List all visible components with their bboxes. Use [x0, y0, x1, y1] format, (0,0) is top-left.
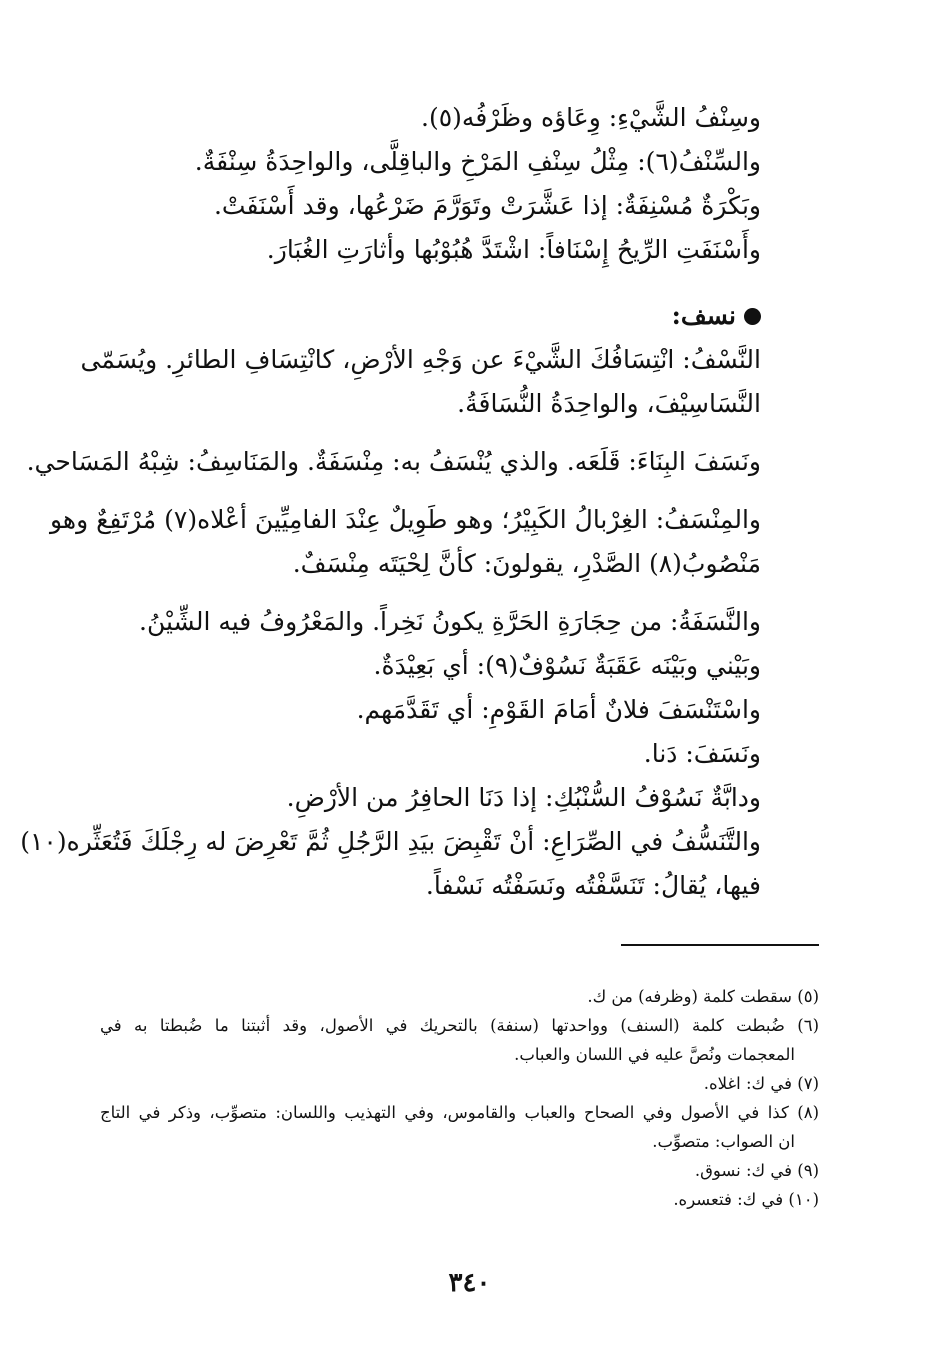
text-line: ودابَّةٌ نَسُوْفُ السُّنْبُكِ: إذا دَنَا الحافِرُ من الأرْضِ. — [286, 783, 761, 812]
page-number: ٣٤٠ — [448, 1268, 491, 1298]
footnote: (٨) كذا في الأصول وفي الصحاح والعباب والقاموس، وفي التهذيب واللسان: متصوِّب، وذكر في التاج — [100, 1103, 819, 1122]
footnote: (٦) ضُبطت كلمة (السنف) وواحدتها (سنفة) بالتحريك في الأصول، وقد أثبتنا ما ضُبطتا به في — [100, 1016, 819, 1035]
text-line: وأَسْنَفَتِ الرِّيحُ إِسْنَافاً: اشْتَدَّ هُبُوْبُها وأثارَتِ الغُبَارَ. — [266, 235, 761, 264]
footnote: (١٠) في ك: فتعسره. — [673, 1190, 819, 1209]
footnote-divider — [621, 944, 819, 946]
footnote: (٥) سقطت كلمة (وظرفه) من ك. — [587, 987, 819, 1006]
bullet-icon — [744, 308, 761, 325]
text-line: والمِنْسَفُ: الغِرْبالُ الكَبِيْرُ؛ وهو طَوِيلٌ عِنْدَ الفامِيِّينَ أعْلاه(٧) مُرْتَفِعٌ وهو — [49, 505, 761, 534]
entry-heading-text: نسف: — [671, 301, 736, 330]
text-line: النَّسْفُ: انْتِسَافُكَ الشَّيْءَ عن وَجْهِ الأرْضِ، كانْتِسَافِ الطائرِ. ويُسَمّى — [80, 345, 761, 374]
text-line: النَّسَاسِيْفَ، والواحِدَةُ النُّسَافَةُ. — [457, 389, 761, 418]
footnote-continuation: المعجمات ونُصَّ عليه في اللسان والعباب. — [514, 1045, 795, 1064]
text-line: والسِّنْفُ(٦): مِثْلُ سِنْفِ المَرْخِ والباقِلَّى، والواحِدَةُ سِنْفَةٌ. — [194, 147, 761, 176]
text-line: واسْتَنْسَفَ فلانٌ أمَامَ القَوْمِ: أي تَقَدَّمَهم. — [356, 695, 761, 724]
text-line: وبَكْرَةٌ مُسْنِفَةٌ: إذا عَشَّرَتْ وتَوَرَّمَ ضَرْعُها، وقد أَسْنَفَتْ. — [213, 191, 761, 220]
footnote: (٧) في ك: اغلاه. — [703, 1074, 819, 1093]
text-line: مَنْصُوبُ(٨) الصَّدْرِ، يقولونَ: كأنَّ لِحْيَتَه مِنْسَفٌ. — [292, 549, 761, 578]
text-line: والتَّنَسُّفُ في الصِّرَاعِ: أنْ تَقْبِضَ بيَدِ الرَّجُلِ ثُمَّ تَعْرِضَ له رِجْلَكَ فَتُعَثِّره(١٠) — [20, 827, 761, 856]
text-line: والنَّسَفَةُ: من حِجَارَةِ الحَرَّةِ يكونُ نَخِراً. والمَعْرُوفُ فيه الشِّيْنُ. — [139, 607, 761, 636]
text-line: وسِنْفُ الشَّيْءِ: وِعَاؤه وظَرْفُه(٥). — [421, 103, 761, 132]
footnote-continuation: ان الصواب: متصوِّب. — [652, 1132, 795, 1151]
text-line: فيها، يُقالُ: تَنَسَّفْتُه ونَسَفْتُه نَسْفاً. — [425, 871, 761, 900]
text-line: ونَسَفَ البِنَاءَ: قَلَعَه. والذي يُنْسَفُ به: مِنْسَفَةٌ. والمَنَاسِفُ: شِبْهُ المَسَاحي. — [26, 447, 761, 476]
footnote: (٩) في ك: نسوق. — [694, 1161, 819, 1180]
text-line: ونَسَفَ: دَنا. — [643, 739, 761, 768]
entry-heading — [100, 294, 761, 338]
footnotes — [100, 982, 819, 1214]
text-line: وبَيْني وبَيْنَه عَقَبَةٌ نَسُوْفٌ(٩): أي بَعِيْدَةٌ. — [373, 651, 761, 680]
main-text — [20, 96, 761, 908]
